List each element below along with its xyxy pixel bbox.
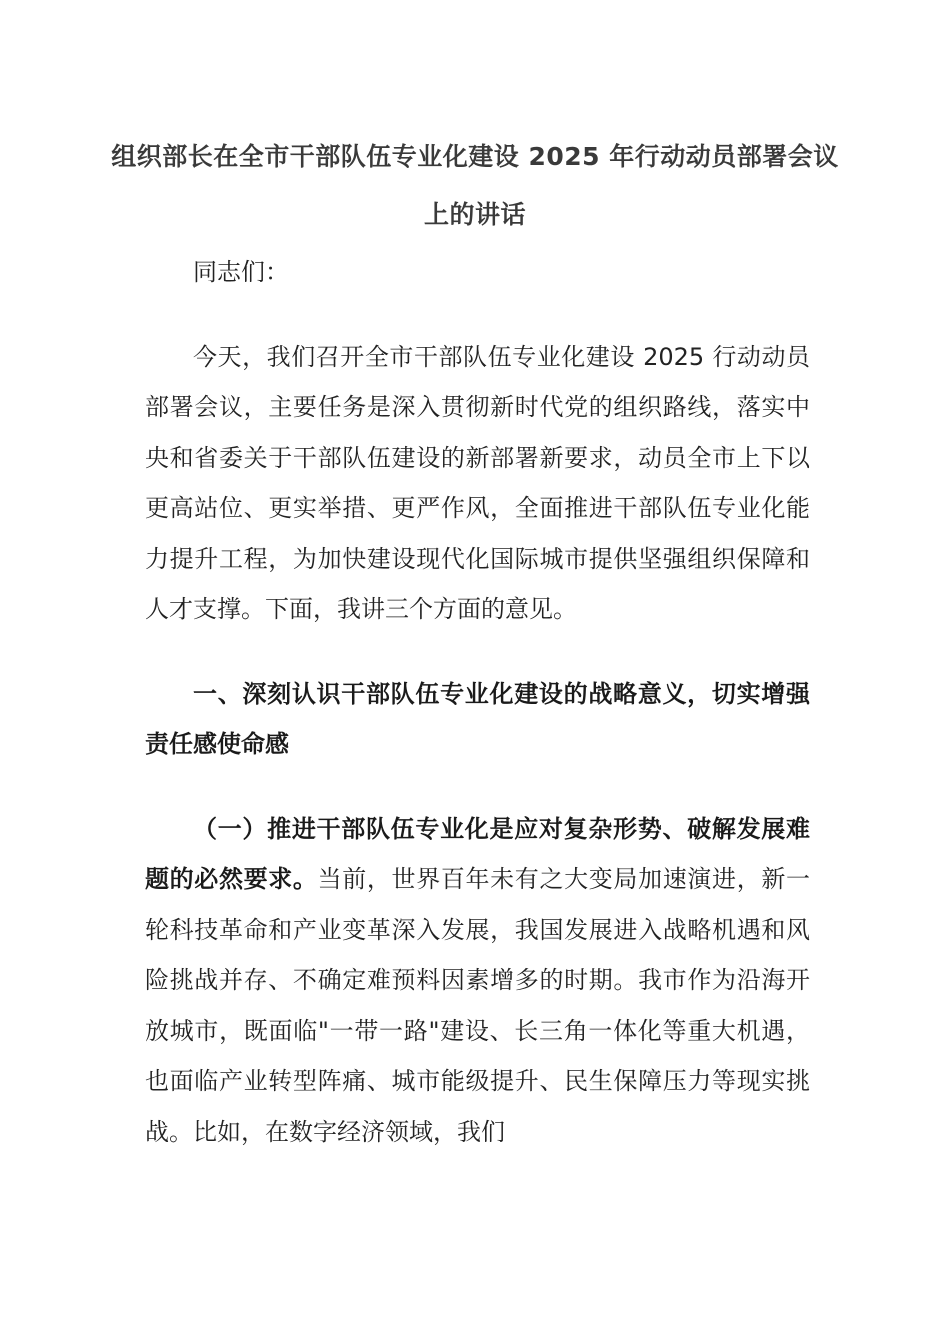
subsection-paragraph: [145, 804, 810, 1158]
document-title: 组织部长在全市干部队伍专业化建设 2025 年行动动员部署会议上的讲话: [111, 142, 839, 229]
intro-paragraph: 今天，我们召开全市干部队伍专业化建设 2025 行动动员部署会议，主要任务是深入贯彻新时代党的组织路线，落实中央和省委关于干部队伍建设的新部署新要求，动员全市上下以更高站位、更实举措、更严作风，全面推进干部队伍专业化能力提升工程，为加快建设现代化国际城市提供坚强组织保障和人才支撑。下面，我讲三个方面的意见。: [145, 342, 810, 623]
document-body: [145, 247, 810, 1157]
section-heading: 一、深刻认识干部队伍专业化建设的战略意义，切实增强责任感使命感: [145, 679, 810, 758]
greeting-paragraph: 同志们：: [193, 258, 289, 286]
subsection-heading: （一）推进干部队伍专业化是应对复杂形势、破解发展难题的必然要求。: [145, 814, 810, 893]
subsection-text: 当前，世界百年未有之大变局加速演进，新一轮科技革命和产业变革深入发展，我国发展进入战略机遇和风险挑战并存、不确定难预料因素增多的时期。我市作为沿海开放城市，既面临"一带一路"建设、长三角一体化等重大机遇，也面临产业转型阵痛、城市能级提升、民生保障压力等现实挑战。比如，在数字经济领域，我们: [145, 865, 810, 1146]
